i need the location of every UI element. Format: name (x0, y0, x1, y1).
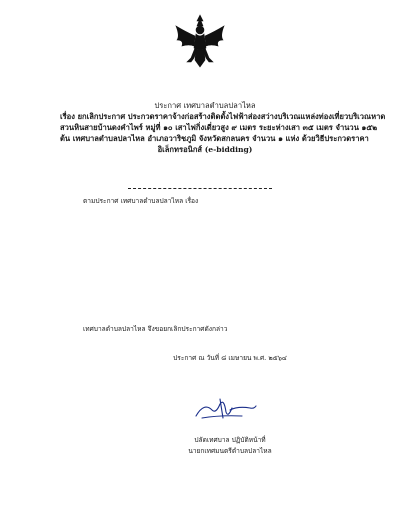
signatory-title-2: นายกเทศมนตรีตำบลปลาไหล (188, 447, 272, 455)
paragraph-3 (61, 324, 345, 335)
signatory-name (150, 424, 310, 435)
date-block (150, 353, 310, 364)
paragraph-2-line-3 (61, 286, 345, 297)
paragraph-2 (61, 264, 345, 308)
paragraph-3-line-1: เทศบาลตำบลปลาไหล จึงขอยกเลิกประกาศดังกล่าว (83, 325, 228, 333)
paragraph-1-line-4 (61, 229, 345, 240)
paragraph-1 (61, 196, 345, 240)
signatory-block (150, 424, 310, 457)
paragraph-2-line-4 (61, 297, 345, 308)
heading-divider (128, 188, 272, 189)
paragraph-1-line-1: ตามประกาศ เทศบาลตำบลปลาไหล เรื่อง (83, 197, 199, 205)
heading-line-5: อิเล็กทรอนิกส์ (e-bidding) (157, 145, 253, 154)
heading-line-4: ต้น เทศบาลตำบลปลาไหล อำเภอวาริชภูมิ จังหวัดสกลนคร จำนวน ๑ แห่ง ด้วยวิธีประกวดราคา (60, 134, 369, 143)
signatory-title-1: ปลัดเทศบาล ปฏิบัติหน้าที่ (194, 436, 266, 444)
heading-line-2: เรื่อง ยกเลิกประกาศ ประกวดราคาจ้างก่อสร้างติดตั้งไฟฟ้าส่องสว่างบริเวณแหล่งท่องเที่ยวบริเวณหาด (60, 112, 386, 121)
garuda-emblem-icon (172, 12, 228, 74)
paragraph-1-line-3 (61, 218, 345, 229)
paragraph-2-line-2 (61, 275, 345, 286)
paragraph-1-line-2 (61, 207, 345, 218)
heading-line-1: ประกาศ เทศบาลตำบลปลาไหล (154, 101, 256, 110)
signature-mark (190, 396, 260, 422)
heading-line-3: สวนหินสายบ้านดงคำไพร์ หมู่ที่ ๑๐ เสาไฟกิ่งเดี่ยวสูง ๙ เมตร ระยะห่างเสา ๓๕ เมตร จำนวน ๑๕๒ (60, 123, 378, 132)
paragraph-2-line-1 (61, 264, 345, 275)
heading-block (60, 100, 386, 155)
date-line: ประกาศ ณ วันที่ ๘ เมษายน พ.ศ. ๒๕๖๔ (173, 354, 287, 362)
